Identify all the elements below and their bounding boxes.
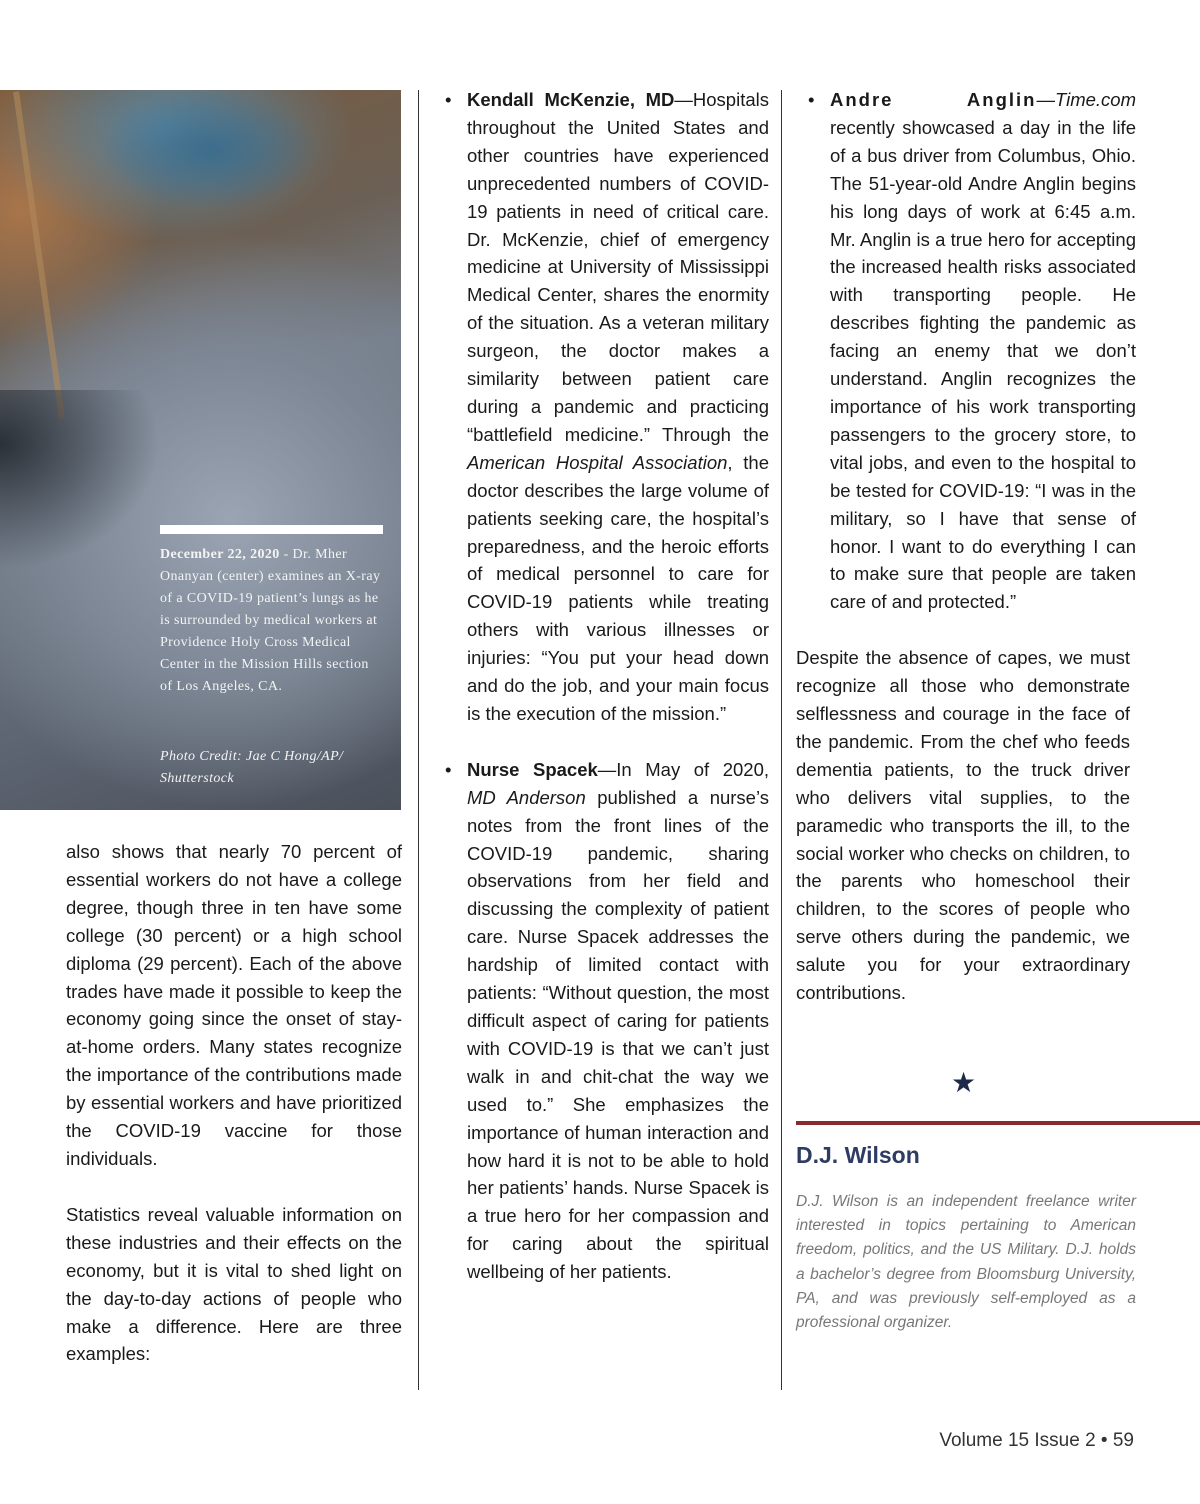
column-one [66,838,402,1368]
mckenzie-text-b: , the doctor describes the large volume of patients seeking care, the hospital’s preparedness, and the heroic efforts of medical personnel to care for COVID-19 patients while treating others with various illnesses or injuries: “You put your head down and do the job, and your main focus is the execution of the mission.” [467,451,769,724]
spacek-text-a: —In May of 2020, [597,758,769,780]
source-aha: American Hospital Association [467,451,728,473]
spacek-text-b: published a nurse’s notes from the front lines of the COVID-19 pandemic, sharing observations from her field and discussing the complexity of patient care. Nurse Spacek addresses the hardship of limited contact with patients: “Without question, the most difficult aspect of caring for patients with COVID-19 is that we can’t just walk in and chit-chat the way we used to.” She emphasizes the importance of human interaction and how hard it is not to be able to hold her patients’ hands. Nurse Spacek is a true hero for her compassion and for caring about the spiritual wellbeing of her patients. [467,786,769,1283]
caption-rule [160,525,383,534]
photo-caption [160,544,384,698]
source-time: Time.com [1054,89,1136,110]
caption-date: December 22, 2020 [160,547,280,562]
column-rule-left [418,90,419,1390]
list-item-spacek [443,756,769,1286]
author-bio: D.J. Wilson is an independent freelance writer interested in topics pertaining to American freedom, politics, and the US Military. D.J. holds a bachelor’s degree from Bloomsburg University, PA, and was previously self-employed as a professional organizer. [796,1193,1136,1332]
anglin-text: recently showcased a day in the life of a bus driver from Columbus, Ohio. The 51-year-old Andre Anglin begins his long days of work at 6:45 a.m. Mr. Anglin is a true hero for accepting the increased health risks associated with transporting people. He describes fighting the pandemic as facing an enemy that we don’t understand. Anglin recognizes the importance of his work transporting passengers to the grocery store, to vital jobs, and even to the hospital to be tested for COVID-19: “I was in the military, so I have that sense of honor. I want to do everything I can to make sure that people are taken care of and protected.” [830,116,1136,613]
photo-detail-rod [13,91,65,419]
article-photo [0,90,401,810]
examples-list [443,86,769,1286]
examples-list-continued [806,86,1136,616]
author-name: D.J. Wilson [796,1142,920,1168]
list-item-anglin [806,86,1136,616]
hero-name-mckenzie: Kendall McKenzie, MD [467,89,675,110]
photo-detail-glove [100,90,320,210]
mckenzie-text-a: —Hospitals throughout the United States and other countries have experienced unprecedented numbers of COVID-19 patients in need of critical care. Dr. McKenzie, chief of emergency medicine at University of Mississippi Medical Center, shares the enormity of the situation. As a veteran military surgeon, the doctor makes a similarity between patient care during a pandemic and practicing “battlefield medicine.” Through the [467,89,769,445]
page-footer: Volume 15 Issue 2 • 59 [939,1430,1134,1451]
hero-name-anglin: Andre Anglin [830,89,1037,110]
column-two [443,86,769,1286]
column-three [796,86,1136,1007]
photo-detail-shade [0,390,160,570]
paragraph-closing: Despite the absence of capes, we must recognize all those who demonstrate selflessness and courage in the face of the pandemic. From the chef who feeds dementia patients, to the truck driver who delivers vital supplies, to the paramedic who transports the ill, to the social worker who checks on children, to the parents who homeschool their children, to the scores of people who serve others during the pandemic, we salute you for your extraordinary contributions. [796,647,1130,1004]
end-star-icon: ★ [951,1066,977,1099]
source-md-anderson: MD Anderson [467,786,586,808]
author-divider [796,1121,1200,1125]
photo-credit: Photo Credit: Jae C Hong/AP/ Shutterstock [160,749,344,786]
paragraph-statistics: Statistics reveal valuable information on these industries and their effects on the economy, but it is vital to shed light on the day-to-day actions of people who make a difference. Here are three examples: [66,1203,402,1365]
column-rule-right [781,90,782,1390]
paragraph-essential-workers: also shows that nearly 70 percent of essential workers do not have a college degree, though three in ten have some college (30 percent) or a high school diploma (29 percent). Each of the above trades have made it possible to keep the economy going since the onset of stay-at-home orders. Many states recognize the importance of the contributions made by essential workers and have prioritized the COVID-19 vaccine for those individuals. [66,841,402,1169]
caption-body: - Dr. Mher Onanyan (center) examines an X-ray of a COVID-19 patient’s lungs as he is surrounded by medical workers at Providence Holy Cross Medical Center in the Mission Hills section of Los Angeles, CA. [160,547,381,694]
list-item-mckenzie [443,86,769,728]
anglin-dash: — [1036,89,1055,110]
hero-name-spacek: Nurse Spacek [467,758,598,780]
